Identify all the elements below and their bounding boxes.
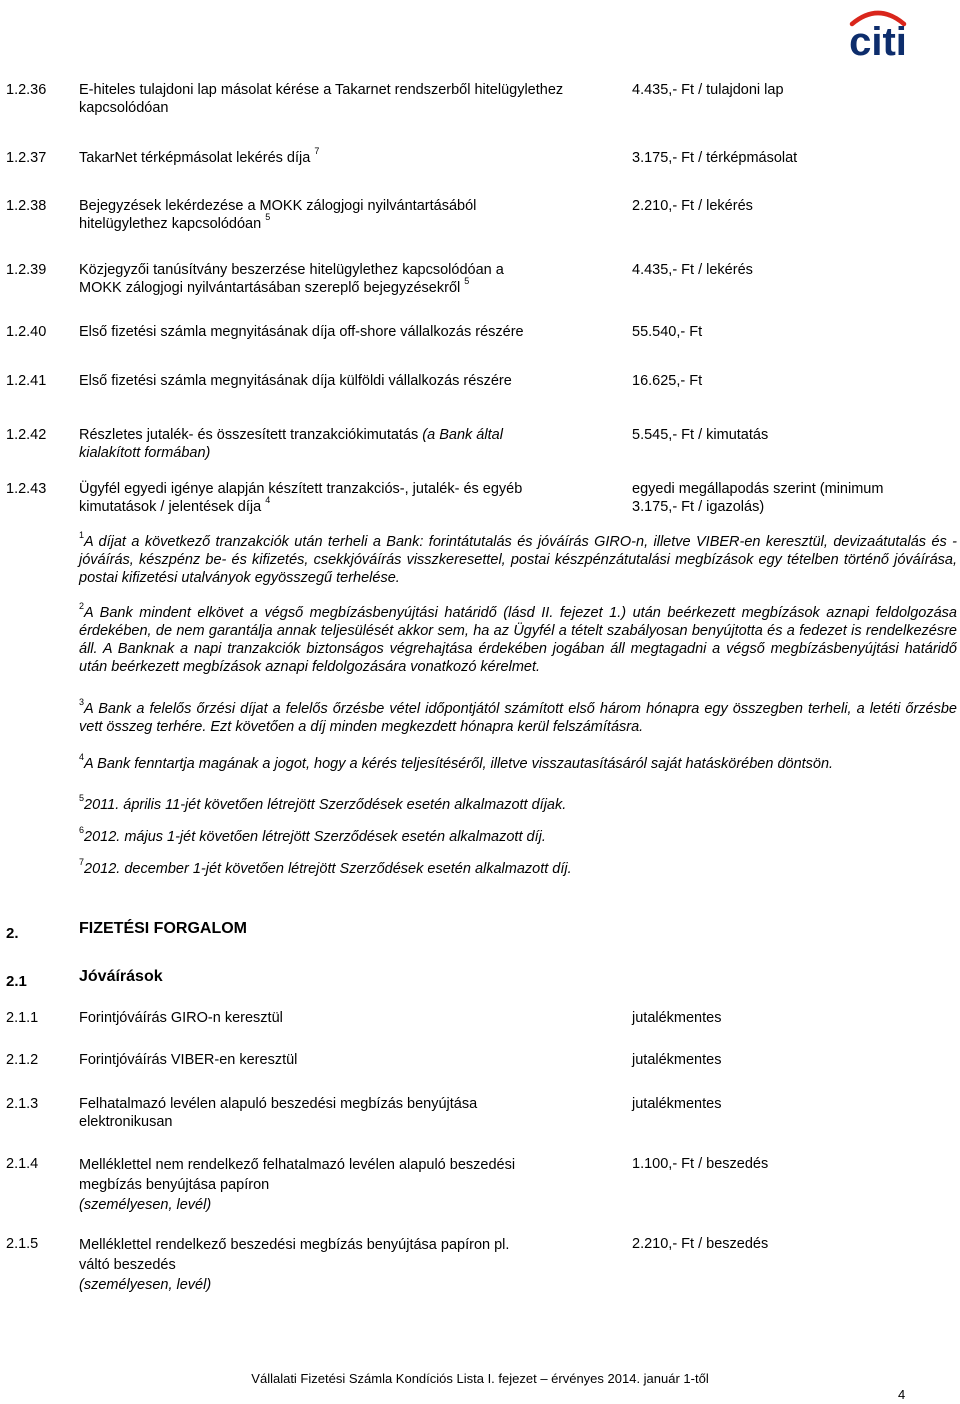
row-number: 1.2.39: [6, 262, 47, 278]
footnote-ref: 5: [464, 276, 470, 287]
row-number: 2.1.4: [6, 1156, 39, 1172]
row-description-line: [79, 495, 599, 516]
subsection-title: Jóváírások: [79, 968, 163, 985]
row-number: 2.1.5: [6, 1236, 39, 1252]
row-number: 1.2.43: [6, 481, 47, 497]
row-description-text: kimutatások / jelentések díja: [79, 499, 262, 515]
footnote-text: A díjat a következő tranzakciók után terheli a Bank: forintátutalás és jóváírás GIRO-n, illetve VIBER-en keresztül, devizaátutalás és -jóváírás, készpénz be- és kifizetés, csekkjóváírás visszkeresettel, postai készpénzátutalási megbízások egy tételben történő jóváírása, postai kifizetési utalványok egyösszegű terhelése.: [79, 534, 957, 586]
footnote-text: A Bank mindent elkövet a végső megbízásbenyújtási határidő (lásd II. fejezet 1.) után beérkezett megbízások aznapi feldolgozása érdekében, de nem garantálja annak teljesülését akkor sem, ha az Ügyfél a tételt szabályosan benyújtotta és a fedezet is rendelkezésre áll. A Banknak a napi tranzakciók biztonságos végrehajtása érdekében jogában áll megtagadni a végső megbízásbenyújtási határidő után beérkezett megbízások aznapi feldolgozására vonatkozó kérelmet.: [79, 605, 957, 675]
footnote: [79, 752, 957, 773]
row-description-line: Ügyfél egyedi igénye alapján készített tranzakciós-, jutalék- és egyéb: [79, 481, 523, 497]
row-fee: 3.175,- Ft / térképmásolat: [632, 150, 798, 166]
footnote: [79, 857, 957, 878]
footnote: [79, 825, 957, 846]
row-fee: 4.435,- Ft / tulajdoni lap: [632, 82, 784, 98]
row-fee: jutalékmentes: [632, 1096, 722, 1112]
row-number: 2.1.1: [6, 1010, 39, 1026]
row-description: Első fizetési számla megnyitásának díja off-shore vállalkozás részére: [79, 324, 524, 340]
row-description-italic: (a Bank által: [418, 427, 503, 443]
row-description-line: [79, 426, 599, 444]
row-description: Első fizetési számla megnyitásának díja külföldi vállalkozás részére: [79, 373, 512, 389]
row-description: [79, 146, 599, 167]
logo-wordmark: citi: [849, 20, 907, 58]
row-description: [79, 1095, 599, 1131]
footnote-mark: 6: [79, 825, 85, 836]
row-fee: 2.210,- Ft / lekérés: [632, 198, 753, 214]
citi-logo: [838, 4, 918, 58]
footnote-mark: 5: [79, 793, 85, 804]
footnote-mark: 4: [79, 752, 85, 763]
footnote-mark: 7: [79, 857, 85, 868]
footnote-text: 2012. május 1-jét követően létrejött Szerződések esetén alkalmazott díj.: [84, 829, 546, 845]
row-description-line: Felhatalmazó levélen alapuló beszedési megbízás benyújtása: [79, 1096, 478, 1112]
row-description-line: kialakított formában): [79, 445, 211, 461]
row-description-line: elektronikusan: [79, 1114, 173, 1130]
row-description: [79, 261, 599, 297]
footnote-text: A Bank fenntartja magának a jogot, hogy a kérés teljesítéséről, illetve visszautasításáról saját hatáskörében döntsön.: [84, 756, 834, 772]
row-description-line: Melléklettel nem rendelkező felhatalmazó levélen alapuló beszedési: [79, 1157, 516, 1173]
row-description: [79, 426, 599, 462]
footnote: [79, 530, 957, 587]
row-number: 1.2.38: [6, 198, 47, 214]
row-fee: 55.540,- Ft: [632, 324, 703, 340]
row-number: 1.2.37: [6, 150, 47, 166]
row-description-line: [79, 212, 599, 233]
footnote-ref: 7: [314, 146, 320, 157]
row-description-text: hitelügylethez kapcsolódóan: [79, 216, 262, 232]
row-description-line: (személyesen, levél): [79, 1277, 212, 1293]
footnote: [79, 793, 957, 814]
row-description-line: váltó beszedés: [79, 1257, 176, 1273]
page-footer: Vállalati Fizetési Számla Kondíciós Lista I. fejezet – érvényes 2014. január 1-től: [251, 1371, 709, 1386]
footnote-mark: 2: [79, 601, 85, 612]
row-fee: 2.210,- Ft / beszedés: [632, 1236, 769, 1252]
row-fee: 4.435,- Ft / lekérés: [632, 262, 753, 278]
footnote-ref: 4: [265, 495, 271, 506]
row-number: 2.1.2: [6, 1052, 39, 1068]
row-number: 1.2.40: [6, 324, 47, 340]
row-fee-line: 3.175,- Ft / igazolás): [632, 499, 765, 515]
footnote-mark: 3: [79, 697, 85, 708]
subsection-number: 2.1: [6, 973, 27, 990]
row-number: 2.1.3: [6, 1096, 39, 1112]
row-fee: [632, 480, 952, 516]
row-description: [79, 1155, 599, 1215]
row-fee: 5.545,- Ft / kimutatás: [632, 427, 769, 443]
footnote-mark: 1: [79, 530, 85, 541]
row-description-line: [79, 276, 599, 297]
row-description: Forintjóváírás GIRO-n keresztül: [79, 1010, 283, 1026]
row-description-text: MOKK zálogjogi nyilvántartásában szereplő bejegyzésekről: [79, 280, 461, 296]
footnote-text: 2012. december 1-jét követően létrejött Szerződések esetén alkalmazott díj.: [84, 861, 572, 877]
section-number: 2.: [6, 925, 19, 942]
row-description: [79, 197, 599, 233]
footnote-text: A Bank a felelős őrzési díjat a felelős őrzésbe vétel időpontjától számított első három hónapra egy összegben terheli, a letéti őrzésbe vett összeg terhére. Ezt követően a díj minden megkezdett hónapra kerül felszámításra.: [79, 701, 957, 735]
footnote: [79, 601, 957, 676]
row-fee: jutalékmentes: [632, 1052, 722, 1068]
row-number: 1.2.36: [6, 82, 47, 98]
footnote-text: 2011. április 11-jét követően létrejött Szerződések esetén alkalmazott díjak.: [84, 797, 567, 813]
footnote-ref: 5: [265, 212, 271, 223]
row-description-line: Közjegyzői tanúsítvány beszerzése hitelügylethez kapcsolódóan a: [79, 262, 504, 278]
row-number: 1.2.41: [6, 373, 47, 389]
row-description-line: Bejegyzések lekérdezése a MOKK zálogjogi nyilvántartásából: [79, 198, 477, 214]
row-fee-line: egyedi megállapodás szerint (minimum: [632, 481, 884, 497]
citi-logo-graphic: [838, 4, 918, 58]
row-description-line: megbízás benyújtása papíron: [79, 1177, 270, 1193]
row-description-text: TakarNet térképmásolat lekérés díja: [79, 150, 311, 166]
row-description-line: (személyesen, levél): [79, 1197, 212, 1213]
row-fee: 16.625,- Ft: [632, 373, 703, 389]
row-fee: jutalékmentes: [632, 1010, 722, 1026]
row-description-text: Részletes jutalék- és összesített tranzakciókimutatás: [79, 427, 419, 443]
row-fee: 1.100,- Ft / beszedés: [632, 1156, 769, 1172]
row-description: Forintjóváírás VIBER-en keresztül: [79, 1052, 298, 1068]
page-number: 4: [898, 1387, 906, 1402]
row-number: 1.2.42: [6, 427, 47, 443]
section-title: FIZETÉSI FORGALOM: [79, 920, 247, 937]
row-description-line: Melléklettel rendelkező beszedési megbízás benyújtása papíron pl.: [79, 1237, 510, 1253]
row-description: [79, 1235, 599, 1295]
row-description: E-hiteles tulajdoni lap másolat kérése a Takarnet rendszerből hitelügylethez kapcsolódóan: [79, 82, 564, 116]
row-description: [79, 480, 599, 516]
footnote: [79, 697, 957, 736]
